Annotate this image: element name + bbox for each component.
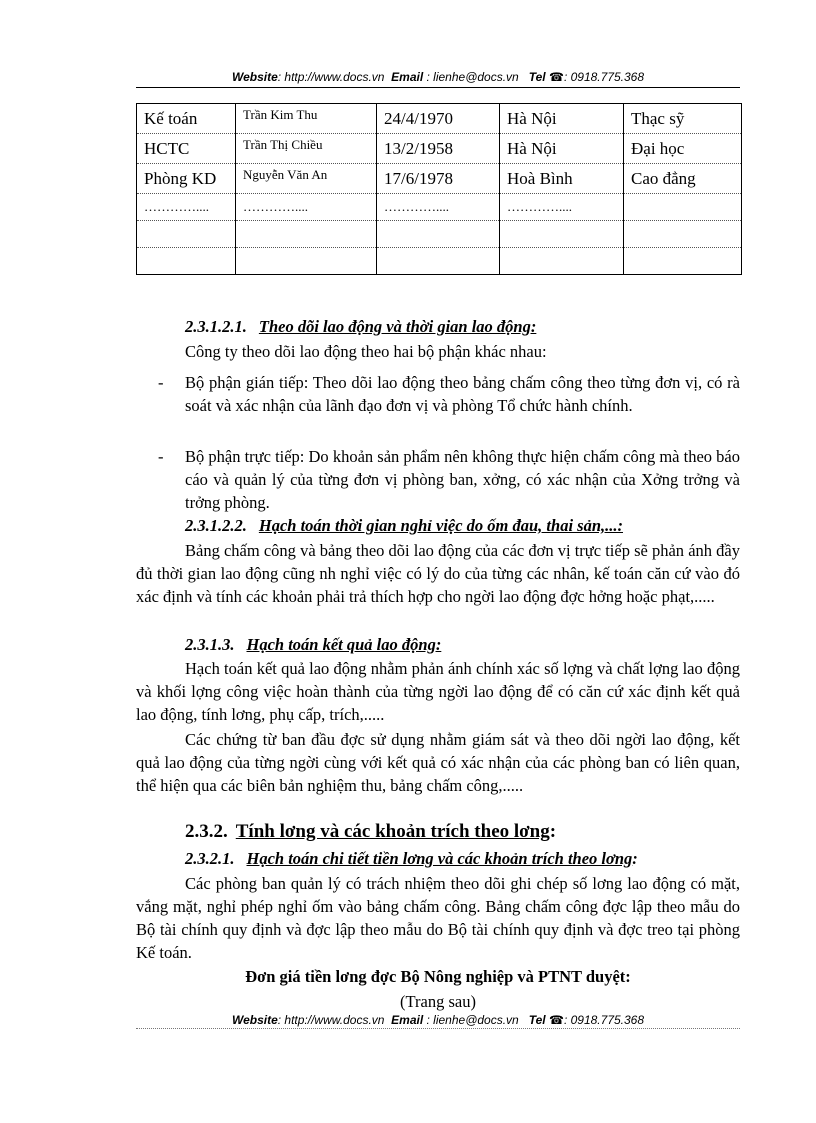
section-number: 2.3.2. [185, 821, 228, 842]
section-title: Theo dõi lao động và thời gian lao động: [258, 317, 537, 336]
bullet-marker: - [158, 373, 164, 392]
section-heading-2-3-2 [136, 820, 740, 843]
list-item-text: Bộ phận gián tiếp: Theo dõi lao động theo bảng chấm công theo từng đơn vị, có rà soát và xác nhận của lãnh đạo đơn vị và phòng Tổ chức hành chính. [185, 373, 740, 415]
table-cell: Trần Kim Thu [236, 104, 377, 134]
table-row [137, 134, 742, 164]
website-url: : http://www.docs.vn [277, 70, 385, 84]
staff-table [136, 103, 742, 275]
page-footer [136, 1013, 740, 1027]
table-cell: 13/2/1958 [377, 134, 500, 164]
table-row [137, 104, 742, 134]
table-cell: 17/6/1978 [377, 164, 500, 194]
table-row [137, 221, 742, 248]
table-cell: Cao đẳng [624, 164, 742, 194]
list-item [136, 445, 740, 514]
next-page-note: (Trang sau) [400, 992, 476, 1011]
header-rule [136, 87, 740, 88]
table-cell [377, 221, 500, 248]
section-heading-2-3-1-3 [136, 633, 740, 656]
section-number: 2.3.2.1. [185, 849, 235, 868]
table-row [137, 164, 742, 194]
table-cell: Đại học [624, 134, 742, 164]
table-cell: ………….... [377, 194, 500, 221]
table-cell [500, 248, 624, 275]
table-cell: Nguyễn Văn An [236, 164, 377, 194]
phone-number: ☎: 0918.775.368 [549, 1013, 645, 1027]
section-number: 2.3.1.3. [185, 635, 235, 654]
table-cell: Thạc sỹ [624, 104, 742, 134]
section-heading-2-3-2-1 [136, 847, 740, 870]
tel-label: Tel [528, 70, 546, 84]
table-cell [236, 248, 377, 275]
table-cell [236, 221, 377, 248]
table-row [137, 194, 742, 221]
heading-colon: : [549, 821, 557, 842]
tel-label: Tel [528, 1013, 546, 1027]
table-cell [624, 248, 742, 275]
paragraph: Các phòng ban quản lý có trách nhiệm theo dõi ghi chép số lơng lao động có mặt, vắng mặt, nghỉ phép nghỉ ốm vào bảng chấm công. Bảng chấm công đợc lập theo mẫu do Bộ tài chính quy định và đợc lập theo mẫu do Bộ tài chính quy định và đợc treo tại phòng Kế toán. [136, 874, 740, 962]
section-title: Hạch toán chi tiết tiền lơng và các khoản trích theo lơng [246, 849, 633, 868]
table-cell: Phòng KD [137, 164, 236, 194]
table-row [137, 248, 742, 275]
table-cell [137, 248, 236, 275]
table-cell: ………….... [236, 194, 377, 221]
page-header [136, 70, 740, 84]
table-cell: ………….... [137, 194, 236, 221]
table-cell [500, 221, 624, 248]
section-heading-2-3-1-2-1 [136, 315, 740, 338]
bullet-marker: - [158, 447, 164, 466]
section-number: 2.3.1.2.1. [185, 317, 247, 336]
paragraph: Hạch toán kết quả lao động nhằm phản ánh chính xác số lợng và chất lợng lao động và khối lợng công việc hoàn thành của từng ngời lao động để có căn cứ xác định kết quả lao động, tính lơng, phụ cấp, trích,..... [136, 659, 740, 724]
table-cell [624, 221, 742, 248]
list-item-text: Bộ phận trực tiếp: Do khoản sản phẩm nên không thực hiện chấm công mà theo báo cáo và quản lý của từng đơn vị phòng ban, xởng, có xác nhận của Xởng trởng và trởng phòng. [185, 447, 740, 512]
website-label: Website [231, 1013, 278, 1027]
section-intro: Công ty theo dõi lao động theo hai bộ phận khác nhau: [185, 342, 547, 361]
email-address: : lienhe@docs.vn [426, 1013, 519, 1027]
email-label: Email [391, 70, 424, 84]
section-title: Hạch toán kết quả lao động: [246, 635, 442, 654]
website-label: Website [231, 70, 278, 84]
table-cell: Kế toán [137, 104, 236, 134]
table-cell: Trần Thị Chiều [236, 134, 377, 164]
table-cell: Hà Nội [500, 134, 624, 164]
section-heading-2-3-1-2-2 [136, 514, 740, 537]
section-title: Hạch toán thời gian nghỉ việc do ốm đau, thai sản,...: [258, 516, 623, 535]
paragraph: Bảng chấm công và bảng theo dõi lao động của các đơn vị trực tiếp sẽ phản ánh đầy đủ thời gian lao động cũng nh nghỉ việc có lý do của từng các nhân, kế toán căn cứ vào đó xác định và tính các khoản phải trả thích hợp cho ngời lao động đợc hởng hoặc phạt,..... [136, 541, 740, 606]
table-cell: HCTC [137, 134, 236, 164]
table-cell [137, 221, 236, 248]
table-cell [624, 194, 742, 221]
table-cell: 24/4/1970 [377, 104, 500, 134]
list-item [136, 371, 740, 417]
website-url: : http://www.docs.vn [277, 1013, 385, 1027]
table-cell [377, 248, 500, 275]
price-approval-line: Đơn giá tiền lơng đợc Bộ Nông nghiệp và PTNT duyệt: [245, 967, 631, 986]
email-label: Email [391, 1013, 424, 1027]
table-cell: ………….... [500, 194, 624, 221]
footer-rule [136, 1028, 740, 1029]
section-number: 2.3.1.2.2. [185, 516, 247, 535]
section-title: Tính lơng và các khoản trích theo lơng [235, 821, 550, 842]
heading-colon: : [632, 849, 638, 868]
phone-number: ☎: 0918.775.368 [549, 70, 645, 84]
paragraph: Các chứng từ ban đầu đợc sử dụng nhằm giám sát và theo dõi ngời lao động, kết quả lao động của từng ngời cùng với kết quả có xác nhận của các phòng ban có liên quan, thể hiện qua các biên bản nghiệm thu, bảng chấm công,..... [136, 730, 740, 795]
table-cell: Hoà Bình [500, 164, 624, 194]
table-cell: Hà Nội [500, 104, 624, 134]
email-address: : lienhe@docs.vn [426, 70, 519, 84]
